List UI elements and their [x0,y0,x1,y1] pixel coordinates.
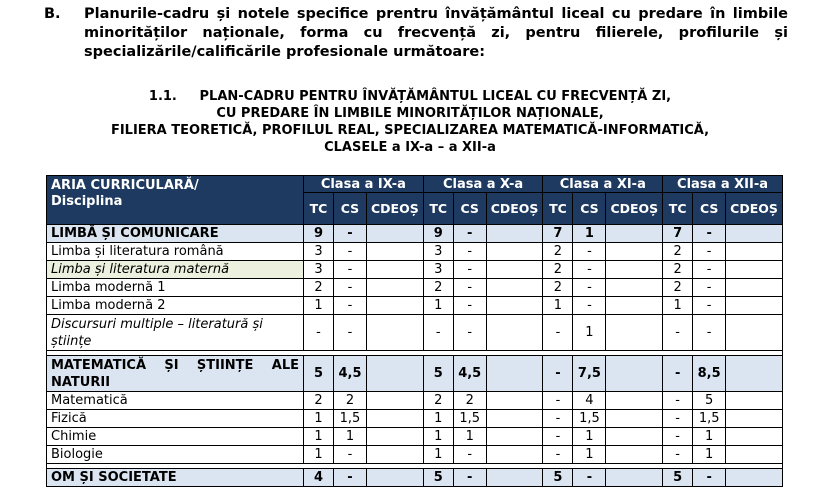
cell-tc: 1 [423,410,453,428]
cell-cs: 2 [453,392,486,410]
cell-cdeos [486,446,543,464]
header-cdeos: CDEOȘ [367,193,424,225]
cell-cdeos [367,243,424,261]
cell-cs: 1 [453,428,486,446]
cell-cdeos [726,446,783,464]
cell-tc: - [304,315,334,351]
cell-cdeos [367,392,424,410]
cell-cs: - [334,279,367,297]
cell-tc: 2 [543,261,573,279]
discipline-name: Discursuri multiple – literatură și științe [47,315,304,351]
cell-cs: 1,5 [693,410,726,428]
cell-cdeos [486,469,543,487]
cell-tc: 1 [423,428,453,446]
section-title-line3: FILIERA TEORETICĂ, PROFILUL REAL, SPECIALIZAREA MATEMATICĂ-INFORMATICĂ, [110,123,710,138]
header-cs: CS [573,193,606,225]
cell-cdeos [606,297,663,315]
cell-tc: 1 [304,410,334,428]
table-row [47,297,783,315]
curriculum-table [46,175,783,487]
cell-cdeos [606,392,663,410]
cell-cs: 1 [573,428,606,446]
cell-cdeos [606,410,663,428]
cell-tc: - [663,392,693,410]
table-row [47,315,783,351]
cell-tc: 1 [304,446,334,464]
cell-cs: - [453,446,486,464]
cell-cs: - [334,261,367,279]
cell-cs: 1,5 [453,410,486,428]
cell-cdeos [726,279,783,297]
header-cs: CS [334,193,367,225]
cell-cs: 5 [693,392,726,410]
cell-tc: - [663,315,693,351]
cell-cs: - [693,315,726,351]
cell-tc: 1 [663,297,693,315]
cell-cdeos [606,356,663,392]
discipline-name: Limba modernă 2 [47,297,304,315]
cell-cdeos [367,410,424,428]
cell-cdeos [367,261,424,279]
cell-tc: 1 [423,297,453,315]
cell-tc: 2 [304,392,334,410]
cell-tc: 9 [304,225,334,243]
cell-tc: 2 [663,243,693,261]
cell-cdeos [606,243,663,261]
cell-cs: - [573,279,606,297]
discipline-name: Limba și literatura maternă [47,261,304,279]
cell-cdeos [486,356,543,392]
cell-cdeos [367,356,424,392]
discipline-name: Limba și literatura română [47,243,304,261]
cell-cs: - [573,261,606,279]
section-line1: PLAN-CADRU PENTRU ÎNVĂȚĂMÂNTUL LICEAL CU FRECVENȚĂ ZI, [199,89,672,104]
cell-cdeos [486,392,543,410]
cell-cs: - [573,469,606,487]
cell-cdeos [726,410,783,428]
cell-tc: - [663,446,693,464]
table-row [47,428,783,446]
cell-cs: 1,5 [573,410,606,428]
cell-cs: - [693,243,726,261]
discipline-name: Limba modernă 1 [47,279,304,297]
cell-cs: 8,5 [693,356,726,392]
cell-cs: - [693,225,726,243]
cell-cdeos [606,428,663,446]
header-cs: CS [453,193,486,225]
cell-cs: - [453,225,486,243]
cell-cdeos [726,315,783,351]
cell-cs: - [693,279,726,297]
cell-cdeos [606,261,663,279]
cell-tc: 9 [423,225,453,243]
cell-cdeos [486,315,543,351]
cell-cdeos [367,428,424,446]
cell-cs: - [334,243,367,261]
table-row [47,392,783,410]
cell-tc: 5 [304,356,334,392]
cell-cdeos [367,469,424,487]
cell-cdeos [726,225,783,243]
cell-tc: 3 [423,261,453,279]
cell-cs: - [334,225,367,243]
cell-tc: - [543,446,573,464]
curricular-area-name: MATEMATICĂ ȘI ȘTIINȚE ALE NATURII [47,356,304,392]
cell-tc: 1 [304,428,334,446]
cell-tc: 2 [663,261,693,279]
cell-tc: - [663,428,693,446]
curricular-area-name: OM ȘI SOCIETATE [47,469,304,487]
intro-text: Planurile-cadru și notele specifice prentru învățământul liceal cu predare în limbile minorităților naționale, forma cu frecvență zi, pentru filierele, profilurile și specializările/calificările profesionale următoare: [84,6,788,60]
table-group-row [47,225,783,243]
cell-cs: 1 [573,446,606,464]
cell-cs: - [453,261,486,279]
table-row [47,446,783,464]
cell-cs: 4,5 [334,356,367,392]
cell-tc: - [543,315,573,351]
cell-tc: 2 [663,279,693,297]
table-row [47,261,783,279]
cell-cdeos [367,225,424,243]
cell-cdeos [486,297,543,315]
cell-cdeos [367,297,424,315]
cell-cdeos [367,446,424,464]
cell-cdeos [606,279,663,297]
cell-tc: 5 [663,469,693,487]
cell-cs: - [693,261,726,279]
cell-tc: 2 [304,279,334,297]
cell-cs: 1 [693,428,726,446]
cell-tc: 7 [663,225,693,243]
cell-cdeos [726,261,783,279]
section-title-line4: CLASELE a IX-a – a XII-a [324,140,496,155]
cell-tc: 1 [423,446,453,464]
header-class-xi: Clasa a XI-a [543,176,663,193]
cell-cs: - [693,469,726,487]
cell-cs: 1 [573,315,606,351]
discipline-name: Fizică [47,410,304,428]
cell-cdeos [486,279,543,297]
table-row [47,279,783,297]
header-cdeos: CDEOȘ [606,193,663,225]
cell-tc: 1 [543,297,573,315]
cell-cs: 7,5 [573,356,606,392]
cell-cs: 1 [693,446,726,464]
cell-cs: - [453,243,486,261]
cell-cs: 2 [334,392,367,410]
cell-cdeos [726,428,783,446]
discipline-name: Matematică [47,392,304,410]
cell-cs: - [334,446,367,464]
header-cdeos: CDEOȘ [486,193,543,225]
cell-cs: - [453,297,486,315]
cell-tc: - [663,356,693,392]
cell-cs: 4,5 [453,356,486,392]
cell-cdeos [486,428,543,446]
cell-tc: - [543,428,573,446]
cell-cdeos [486,243,543,261]
discipline-name: Chimie [47,428,304,446]
cell-cs: - [334,297,367,315]
header-row-classes [47,176,783,193]
table-row [47,243,783,261]
header-cdeos: CDEOȘ [726,193,783,225]
cell-tc: - [663,410,693,428]
discipline-name: Biologie [47,446,304,464]
cell-cs: - [453,279,486,297]
cell-tc: 1 [304,297,334,315]
cell-cs: 1,5 [334,410,367,428]
cell-cdeos [726,469,783,487]
cell-tc: 2 [423,279,453,297]
cell-cdeos [367,279,424,297]
header-aria [47,176,304,225]
cell-tc: - [543,410,573,428]
cell-cs: - [334,315,367,351]
cell-cs: - [573,243,606,261]
cell-cs: 4 [573,392,606,410]
intro-paragraph [44,5,788,62]
table-group-row [47,356,783,392]
cell-cdeos [367,315,424,351]
cell-tc: - [423,315,453,351]
table-body [47,225,783,487]
cell-tc: 2 [543,279,573,297]
cell-cdeos [606,315,663,351]
cell-tc: 3 [423,243,453,261]
cell-tc: 2 [543,243,573,261]
header-tc: TC [663,193,693,225]
curricular-area-name: LIMBĂ ȘI COMUNICARE [47,225,304,243]
section-title-line2: CU PREDARE ÎN LIMBILE MINORITĂȚILOR NAȚIONALE, [216,106,604,121]
cell-cs: 1 [573,225,606,243]
cell-tc: 3 [304,243,334,261]
cell-cs: - [453,315,486,351]
header-cs: CS [693,193,726,225]
cell-tc: - [543,392,573,410]
cell-cdeos [726,392,783,410]
header-class-xii: Clasa a XII-a [663,176,783,193]
table-group-row [47,469,783,487]
header-tc: TC [304,193,334,225]
cell-tc: 4 [304,469,334,487]
cell-tc: - [543,356,573,392]
cell-cdeos [726,356,783,392]
header-tc: TC [543,193,573,225]
cell-cdeos [606,469,663,487]
cell-cs: - [334,469,367,487]
table-row [47,410,783,428]
cell-cdeos [486,261,543,279]
cell-cs: - [693,297,726,315]
cell-cs: 1 [334,428,367,446]
header-tc: TC [423,193,453,225]
section-number: 1.1. [148,89,177,104]
cell-cdeos [606,446,663,464]
cell-tc: 2 [423,392,453,410]
header-class-x: Clasa a X-a [423,176,543,193]
cell-cs: - [573,297,606,315]
header-aria-line1: ARIA CURRICULARĂ/ [51,178,199,193]
cell-tc: 7 [543,225,573,243]
cell-cdeos [726,243,783,261]
cell-tc: 5 [543,469,573,487]
cell-cdeos [606,225,663,243]
header-aria-line2: Disciplina [51,194,123,209]
cell-cdeos [486,410,543,428]
cell-cdeos [486,225,543,243]
cell-tc: 3 [304,261,334,279]
intro-letter: B. [44,6,61,22]
cell-cs: - [453,469,486,487]
cell-tc: 5 [423,469,453,487]
header-class-ix: Clasa a IX-a [304,176,424,193]
cell-tc: 5 [423,356,453,392]
cell-cdeos [726,297,783,315]
